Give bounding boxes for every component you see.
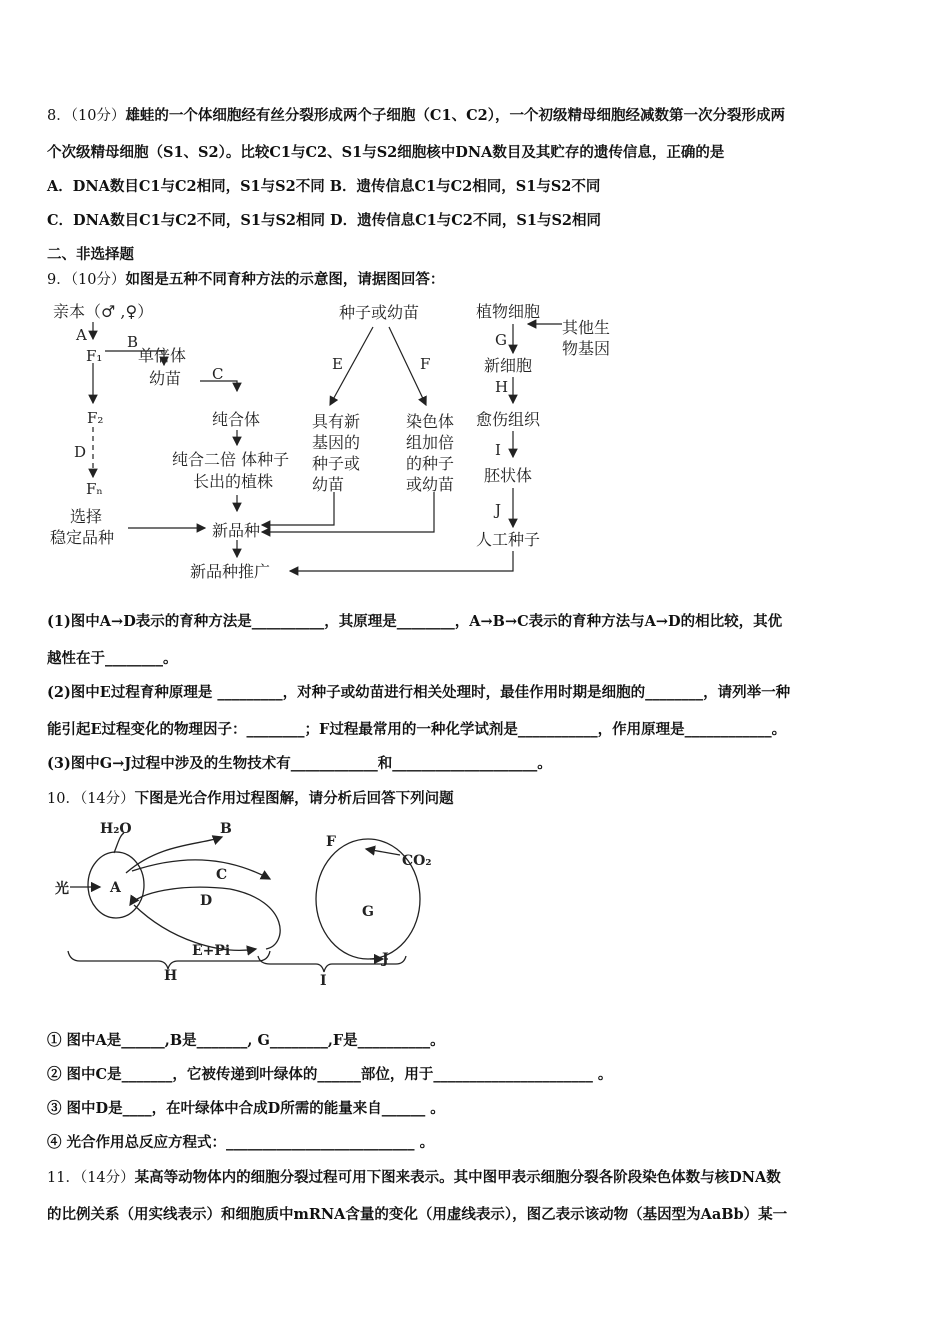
q9-part3: (3)图中G→J过程中涉及的生物技术有____________和____________________。	[47, 755, 552, 772]
q10-heading	[47, 787, 454, 808]
select-line1: 选择	[70, 507, 103, 526]
fn-label: Fₙ	[86, 480, 103, 498]
label-c: C	[212, 365, 224, 383]
chrom-line1: 染色体	[406, 412, 455, 431]
embryoid-label: 胚状体	[484, 466, 533, 485]
q8-options-cd: C．DNA数目C1与C2不同，S1与S2相同 D．遗传信息C1与C2不同，S1与S2相同	[47, 212, 601, 229]
diploid-line2: 长出的植株	[193, 472, 274, 491]
gene-line2: 基因的	[312, 433, 361, 452]
photosynthesis-diagram	[50, 815, 440, 995]
co2-label: CO₂	[402, 853, 432, 869]
gene-line4: 幼苗	[312, 475, 345, 494]
e-pi-label: E+Pi	[192, 943, 231, 959]
q8-stem-part1: 雄蛙的一个体细胞经有丝分裂形成两个子细胞（C1、C2），一个初级精母细胞经减数第一次分裂形成两	[125, 107, 785, 124]
chrom-line4: 或幼苗	[406, 475, 455, 494]
chrom-line3: 的种子	[406, 454, 455, 473]
label-c: C	[216, 867, 228, 883]
promote-label: 新品种推广	[190, 562, 271, 581]
label-a: A	[76, 326, 87, 344]
gene-line1: 具有新	[312, 412, 361, 431]
label-h: H	[164, 968, 178, 984]
q9-number: 9．（10分）	[47, 272, 126, 288]
q10-sub4: ④ 光合作用总反应方程式：__________________________ 。	[47, 1134, 435, 1151]
label-a: A	[110, 880, 121, 896]
label-g: G	[495, 331, 507, 349]
label-d: D	[74, 443, 87, 461]
artificial-seed-label: 人工种子	[476, 530, 541, 549]
label-j: J	[382, 951, 389, 967]
q9-part2-line2: 能引起E过程变化的物理因子：________；F过程最常用的一种化学试剂是___________，作用原理是____________。	[47, 721, 787, 738]
other-gene-line2: 物基因	[562, 339, 611, 358]
q10-sub3: ③ 图中D是____，在叶绿体中合成D所需的能量来自______ 。	[47, 1100, 445, 1117]
other-gene-line1: 其他生	[562, 318, 611, 337]
q9-part1-line1: (1)图中A→D表示的育种方法是__________，其原理是________，A→B→C表示的育种方法与A→D的相比较，其优	[47, 613, 783, 630]
chrom-line2: 组加倍	[406, 433, 455, 452]
q10-stem: 下图是光合作用过程图解，请分析后回答下列问题	[134, 790, 454, 807]
label-j: J	[495, 501, 502, 519]
q9-heading	[47, 268, 444, 289]
parent-label: 亲本（♂ ,♀）	[53, 302, 154, 321]
pure-label: 纯合体	[212, 410, 261, 429]
q11-stem-part2: 的比例关系（用实线表示）和细胞质中mRNA含量的变化（用虚线表示），图乙表示该动物（基因型为AaBb）某一	[47, 1206, 788, 1223]
q11-stem-part1: 某高等动物体内的细胞分裂过程可用下图来表示。其中图甲表示细胞分裂各阶段染色体数与核DNA数	[134, 1169, 781, 1186]
q10-number: 10．（14分）	[47, 791, 135, 807]
q8-number: 8．（10分）	[47, 108, 126, 124]
label-i: I	[320, 973, 327, 989]
label-e: E	[332, 355, 343, 373]
label-i: I	[495, 441, 501, 459]
select-line2: 稳定品种	[50, 528, 115, 547]
label-f: F	[326, 834, 336, 850]
f2-label: F₂	[87, 409, 104, 427]
q9-part2-line1: (2)图中E过程育种原理是 _________，对种子或幼苗进行相关处理时，最佳作用时期是细胞的________，请列举一种	[47, 684, 791, 701]
q10-sub1: ① 图中A是______,B是_______, G________,F是__________。	[47, 1032, 445, 1049]
plant-cell-label: 植物细胞	[476, 302, 541, 321]
label-b: B	[220, 821, 232, 837]
label-f: F	[420, 355, 431, 373]
q11-number: 11．（14分）	[47, 1170, 135, 1186]
f1-label: F₁	[86, 347, 103, 365]
section-heading: 二、非选择题	[47, 246, 134, 263]
diploid-line1: 纯合二倍 体种子	[172, 450, 290, 469]
light-label: 光	[55, 881, 69, 897]
q9-stem: 如图是五种不同育种方法的示意图，请据图回答：	[125, 271, 445, 288]
label-b: B	[127, 333, 139, 351]
q9-part1-line2: 越性在于________。	[47, 650, 178, 667]
breeding-diagram	[40, 295, 640, 590]
label-d: D	[200, 893, 213, 909]
label-g: G	[362, 904, 374, 920]
q11-line1	[47, 1166, 781, 1187]
haploid-line2: 幼苗	[149, 369, 182, 388]
haploid-line1: 单倍体	[138, 346, 187, 365]
seed-label: 种子或幼苗	[339, 303, 420, 322]
new-variety-label: 新品种	[212, 521, 261, 540]
q8-stem-part2: 个次级精母细胞（S1、S2）。比较C1与C2、S1与S2细胞核中DNA数目及其贮存的遗传信息，正确的是	[47, 144, 725, 161]
h2o-label: H₂O	[100, 821, 132, 837]
label-h: H	[495, 378, 509, 396]
gene-line3: 种子或	[312, 454, 361, 473]
q8-line1	[47, 104, 785, 125]
new-cell-label: 新细胞	[484, 356, 533, 375]
q10-sub2: ② 图中C是_______，它被传递到叶绿体的______部位，用于______________________ 。	[47, 1066, 613, 1083]
q8-options-ab: A．DNA数目C1与C2相同，S1与S2不同 B．遗传信息C1与C2相同，S1与S2不同	[47, 178, 601, 195]
callus-label: 愈伤组织	[476, 410, 541, 429]
